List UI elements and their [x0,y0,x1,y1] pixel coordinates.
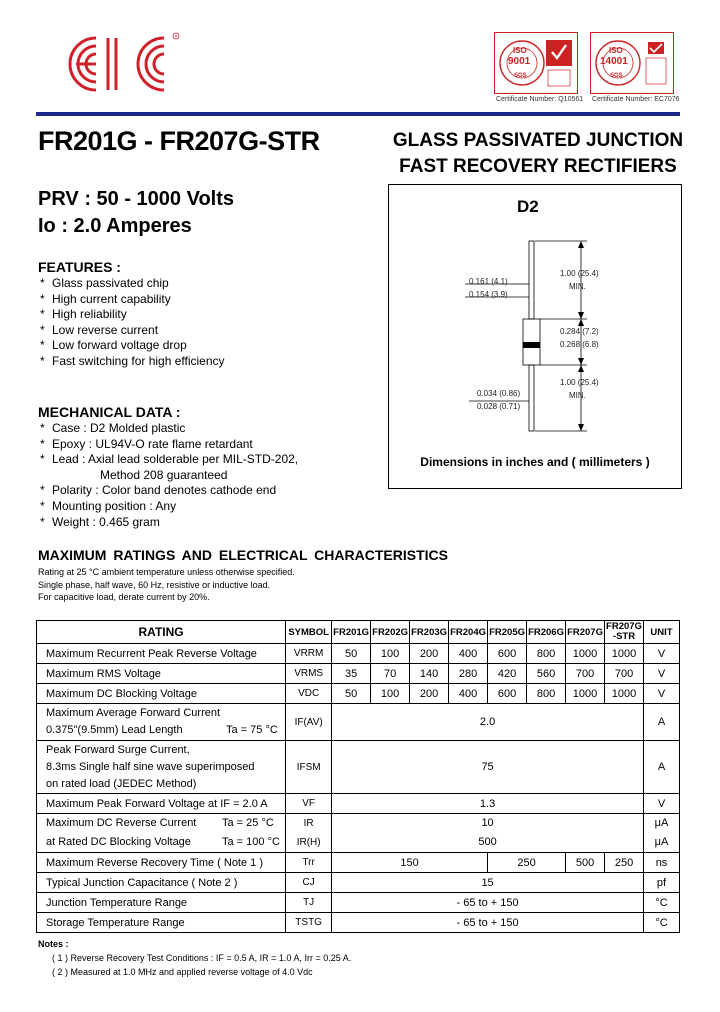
list-item: * Polarity : Color band denotes cathode end [38,483,298,499]
row-symbol: IF(AV) [286,704,332,741]
row-unit: V [644,664,680,684]
list-item: * Low forward voltage drop [38,338,225,354]
col-fr203g: FR203G [410,621,449,644]
row-label-line-2 [46,833,285,852]
diagram-caption: Dimensions in inches and ( millimeters ) [420,455,650,469]
col-fr204g: FR204G [449,621,488,644]
unit-line: μA [654,836,669,848]
wire-dia-min: 0.028 (0.71) [477,402,521,411]
list-item: * Glass passivated chip [38,276,225,292]
row-condition: Ta = 25 °C [222,817,274,829]
cell: 100 [371,684,410,704]
col-fr207g-str [605,621,644,644]
col-fr201g: FR201G [332,621,371,644]
cert-number-1: Certificate Number: Q10561 [496,96,584,103]
row-symbol: VDC [286,684,332,704]
row-label [37,704,286,741]
cell: 1000 [566,644,605,664]
table-row [37,704,680,741]
row-value [332,814,644,853]
intro-line: Rating at 25 °C ambient temperature unless otherwise specified. [38,567,295,577]
features-heading: FEATURES : [38,259,121,275]
diode-outline [389,185,681,488]
row-symbol: VF [286,794,332,814]
row-unit: A [644,741,680,794]
col-symbol: SYMBOL [286,621,332,644]
ratings-intro [38,566,295,604]
row-label: Storage Temperature Range [37,913,286,933]
top-lead-min: MIN. [569,282,586,291]
notes-heading: Notes : [38,939,69,949]
top-lead-length: 1.00 (25.4) [560,269,599,278]
row-value: 2.0 [332,704,644,741]
cell: 420 [488,664,527,684]
row-label: Maximum Recurrent Peak Reverse Voltage [37,644,286,664]
eic-logo [56,28,184,100]
body-length-max: 0.284 (7.2) [560,327,599,336]
subtitle-line-2: FAST RECOVERY RECTIFIERS [399,156,677,177]
row-label [37,741,286,794]
cell: 800 [527,644,566,664]
row-condition: Ta = 100 °C [222,836,280,848]
symbol-line: IR [303,818,314,829]
list-item: * Lead : Axial lead solderable per MIL-STD-202, [38,452,298,468]
list-item: * Epoxy : UL94V-O rate flame retardant [38,437,298,453]
cell: 280 [449,664,488,684]
note-2: ( 2 ) Measured at 1.0 MHz and applied reverse voltage of 4.0 Vdc [52,967,313,977]
prv-spec: PRV : 50 - 1000 Volts [38,188,235,210]
list-item: * Fast switching for high efficiency [38,354,225,370]
col-fr207g-str-line2: -STR [612,631,636,642]
table-row [37,644,680,664]
cert-number-2: Certificate Number: EC7076 [592,96,680,103]
table-row [37,741,680,794]
row-unit: V [644,684,680,704]
package-diagram [388,184,682,489]
row-symbol [286,814,332,853]
row-label-line: Maximum Average Forward Current [46,707,221,719]
symbol-line: IR(H) [296,837,321,848]
cert1-number: 9001 [508,56,531,67]
col-fr202g: FR202G [371,621,410,644]
cert2-top: ISO [609,46,623,55]
col-unit: UNIT [644,621,680,644]
row-symbol: CJ [286,873,332,893]
list-item: * Low reverse current [38,323,225,339]
row-unit: °C [644,913,680,933]
body-length-min: 0.268 (6.8) [560,340,599,349]
row-unit: ns [644,853,680,873]
list-item-continuation: Method 208 guaranteed [100,467,228,482]
row-label-line: Peak Forward Surge Current, [46,743,190,756]
table-row [37,913,680,933]
col-fr207g-str-line1: FR207G [606,621,642,632]
cert2-bottom: SGS [610,73,623,79]
mechanical-heading: MECHANICAL DATA : [38,404,181,420]
cell: 35 [332,664,371,684]
row-label: Junction Temperature Range [37,893,286,913]
note-1: ( 1 ) Reverse Recovery Test Conditions : IF = 0.5 A, IR = 1.0 A, Irr = 0.25 A. [52,953,352,963]
col-fr205g: FR205G [488,621,527,644]
table-row [37,893,680,913]
unit-line: μA [654,817,669,829]
package-name: D2 [517,197,539,216]
notes [38,937,351,979]
row-label-line: at Rated DC Blocking Voltage [46,836,191,848]
cell: 140 [410,664,449,684]
table-header-row [37,621,680,644]
table-row [37,794,680,814]
row-label: Maximum Peak Forward Voltage at IF = 2.0 A [37,794,286,814]
col-fr207g: FR207G [566,621,605,644]
row-label: Typical Junction Capacitance ( Note 2 ) [37,873,286,893]
table-row [37,873,680,893]
cell: 200 [410,644,449,664]
row-value: 250 [605,853,644,873]
subtitle [388,128,688,180]
cert1-bottom: SGS [514,73,527,79]
io-spec: Io : 2.0 Amperes [38,215,192,237]
row-value: 1.3 [332,794,644,814]
cell: 400 [449,644,488,664]
ratings-heading: MAXIMUM RATINGS AND ELECTRICAL CHARACTERISTICS [38,547,448,563]
row-symbol: VRRM [286,644,332,664]
col-rating: RATING [37,621,286,644]
page-title: FR201G - FR207G-STR [38,126,320,156]
cell: 50 [332,644,371,664]
header-rule [36,112,680,116]
list-item: * Weight : 0.465 gram [38,515,298,531]
lead-dia-min: 0.154 (3.9) [469,290,508,299]
row-unit [644,814,680,853]
bottom-lead-min: MIN. [569,391,586,400]
row-value: 150 [332,853,488,873]
row-symbol: TJ [286,893,332,913]
row-label: Maximum RMS Voltage [37,664,286,684]
cell: 560 [527,664,566,684]
row-value: 75 [332,741,644,794]
cell: 200 [410,684,449,704]
row-label [37,814,286,853]
intro-line: Single phase, half wave, 60 Hz, resistive or inductive load. [38,579,271,590]
table-row [37,814,680,853]
value-line: 10 [481,817,494,829]
row-symbol: IFSM [286,741,332,794]
row-unit: pf [644,873,680,893]
svg-text:R: R [174,33,178,39]
ratings-table [36,620,680,933]
cell: 700 [605,664,644,684]
wire-dia-max: 0.034 (0.86) [477,389,521,398]
list-item: * High reliability [38,307,225,323]
row-value: - 65 to + 150 [332,913,644,933]
iso-14001-certificate [590,32,674,94]
table-row [37,684,680,704]
row-value: 15 [332,873,644,893]
cell: 700 [566,664,605,684]
row-symbol: Trr [286,853,332,873]
row-value: 250 [488,853,566,873]
cert1-top: ISO [513,46,527,55]
table-row [37,664,680,684]
row-label-line-2 [46,722,285,739]
iso-9001-certificate [494,32,578,94]
row-value: - 65 to + 150 [332,893,644,913]
list-item: * Mounting position : Any [38,499,298,515]
row-unit: V [644,644,680,664]
row-symbol: VRMS [286,664,332,684]
cell: 800 [527,684,566,704]
col-fr206g: FR206G [527,621,566,644]
lead-dia-max: 0.161 (4.1) [469,277,508,286]
cert2-number: 14001 [600,56,628,67]
cell: 50 [332,684,371,704]
bottom-lead-length: 1.00 (25.4) [560,378,599,387]
row-label-line: 8.3ms Single half sine wave superimposed [46,760,255,773]
row-label-line: 0.375"(9.5mm) Lead Length [46,724,183,736]
cell: 600 [488,644,527,664]
value-line: 500 [478,836,497,848]
subtitle-line-1: GLASS PASSIVATED JUNCTION [392,130,684,151]
row-label-line-1 [46,814,285,833]
row-value: 500 [566,853,605,873]
list-item: * High current capability [38,292,225,308]
mechanical-list [38,421,298,530]
cell: 400 [449,684,488,704]
row-unit: A [644,704,680,741]
row-label-line: Maximum DC Reverse Current [46,817,197,829]
cell: 1000 [605,684,644,704]
row-label-line: on rated load (JEDEC Method) [46,777,197,790]
row-unit: °C [644,893,680,913]
row-condition: Ta = 75 °C [226,724,278,736]
intro-line: For capacitive load, derate current by 20%. [38,592,210,602]
cell: 600 [488,684,527,704]
features-list [38,276,225,370]
row-label: Maximum Reverse Recovery Time ( Note 1 ) [37,853,286,873]
cell: 1000 [605,644,644,664]
cell: 70 [371,664,410,684]
row-unit: V [644,794,680,814]
list-item: * Case : D2 Molded plastic [38,421,298,437]
cell: 100 [371,644,410,664]
cell: 1000 [566,684,605,704]
row-label: Maximum DC Blocking Voltage [37,684,286,704]
row-symbol: TSTG [286,913,332,933]
table-row [37,853,680,873]
